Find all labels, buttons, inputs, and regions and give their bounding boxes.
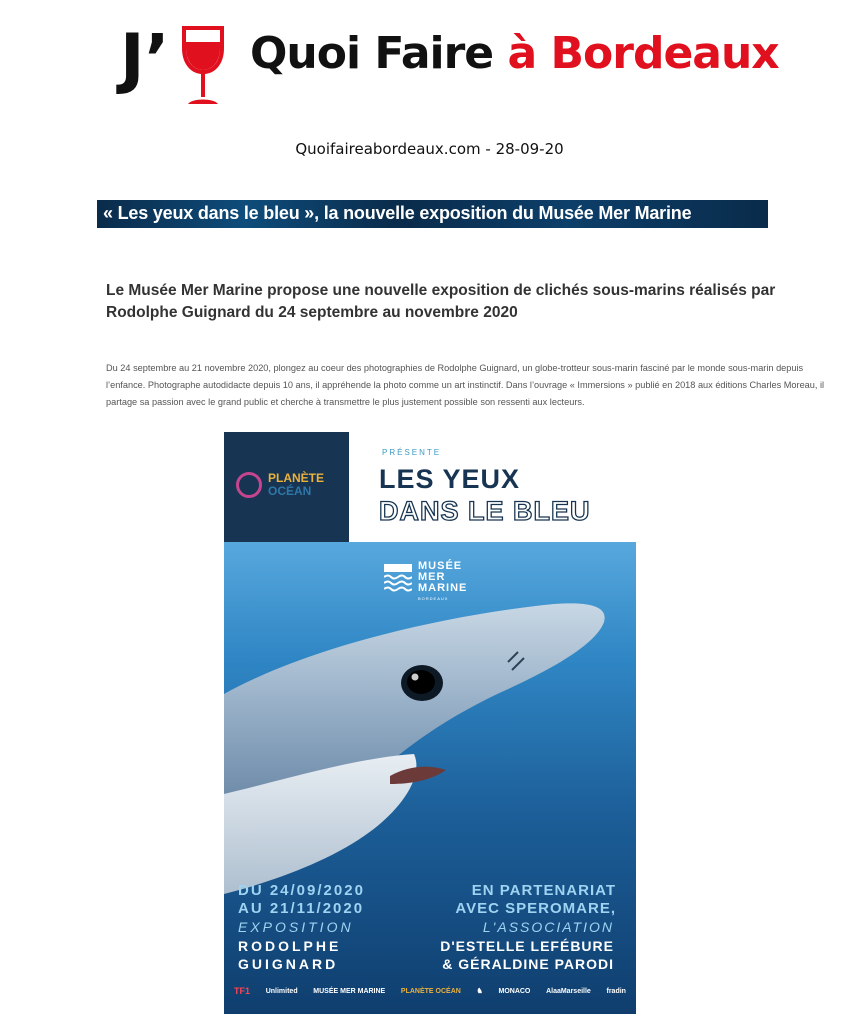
logo-text-black: Quoi Faire xyxy=(250,28,508,79)
planet-word: PLANÈTE xyxy=(268,471,325,485)
poster-planet-block xyxy=(224,432,349,542)
museum-logo xyxy=(384,560,504,610)
partner-line: EN PARTENARIAT xyxy=(471,882,616,899)
headline-banner xyxy=(97,200,768,228)
date-line: DU 24/09/2020 xyxy=(238,882,365,899)
body-line: partage sa passion avec le grand public et cherche à transmettre le plus justement possible son ressenti aux lecteurs. xyxy=(106,397,585,407)
poster-exposition: EXPOSITION xyxy=(238,919,354,935)
poster-association: L'ASSOCIATION xyxy=(482,919,614,935)
logo-text-red: à Bordeaux xyxy=(507,28,779,79)
article-body xyxy=(106,360,841,411)
exhibition-poster xyxy=(224,432,636,1014)
sponsor-logo: MUSÉE MER MARINE xyxy=(313,987,386,995)
sponsor-logo: AlaaMarseille xyxy=(546,987,591,995)
artist-line: RODOLPHE xyxy=(238,938,342,954)
sponsor-logos xyxy=(234,980,626,1002)
poster-partner-names xyxy=(440,937,614,973)
article-lead: Le Musée Mer Marine propose une nouvelle exposition de clichés sous-marins réalisés par Rodolphe Guignard du 24 septembre au novembre 2020 xyxy=(106,282,776,321)
partner-line: AVEC SPEROMARE, xyxy=(455,900,616,917)
museum-line: MUSÉE xyxy=(418,560,463,572)
poster-title-line1: LES YEUX xyxy=(379,464,521,494)
site-logo[interactable] xyxy=(98,0,778,108)
artist-line: GUIGNARD xyxy=(238,956,339,972)
body-line: Du 24 septembre au 21 novembre 2020, plongez au coeur des photographies de Rodolphe Guignard, un globe-trotteur sous-marin fasciné par le monde sous-marin depuis xyxy=(106,363,804,373)
poster-partnership xyxy=(455,882,616,918)
source-line: Quoifaireabordeaux.com - 28-09-20 xyxy=(295,140,564,158)
sponsor-logo: MONACO xyxy=(498,987,531,995)
poster-title-line2: DANS LE BLEU xyxy=(379,496,591,526)
ocean-word: OCÉAN xyxy=(268,484,312,498)
names-line: D'ESTELLE LEFÉBURE xyxy=(440,938,614,954)
sponsor-logo: ♞ xyxy=(476,988,483,995)
wine-glass-icon xyxy=(180,26,226,108)
body-line: l’enfance. Photographe autodidacte depuis 10 ans, il appréhende la photo comme un art instinctif. Dans l’ouvrage « Immersions » publié en 2018 aux éditions Charles Moreau, il xyxy=(106,380,825,390)
sponsor-logo: PLANÈTE OCÉAN xyxy=(400,987,461,995)
museum-line: MER xyxy=(418,571,446,583)
museum-city: BORDEAUX xyxy=(418,596,449,601)
planet-icon xyxy=(236,472,262,498)
planet-ocean-wordmark xyxy=(268,472,324,498)
sponsor-logo: Unlimited xyxy=(265,987,298,995)
poster-presente: PRÉSENTE xyxy=(382,448,442,457)
poster-artist xyxy=(238,937,341,973)
sponsor-logo: TF1 xyxy=(234,986,251,996)
sponsor-logo: fradin xyxy=(606,987,626,995)
names-line: & GÉRALDINE PARODI xyxy=(442,956,614,972)
article-headline[interactable]: « Les yeux dans le bleu », la nouvelle exposition du Musée Mer Marine xyxy=(103,203,692,223)
logo-wordmark xyxy=(250,28,779,79)
logo-j-letter: J’ xyxy=(120,20,170,97)
poster-dates xyxy=(238,882,365,918)
date-line: AU 21/11/2020 xyxy=(238,900,365,917)
museum-name xyxy=(418,561,467,594)
waves-icon xyxy=(384,564,412,592)
museum-line: MARINE xyxy=(418,582,468,594)
